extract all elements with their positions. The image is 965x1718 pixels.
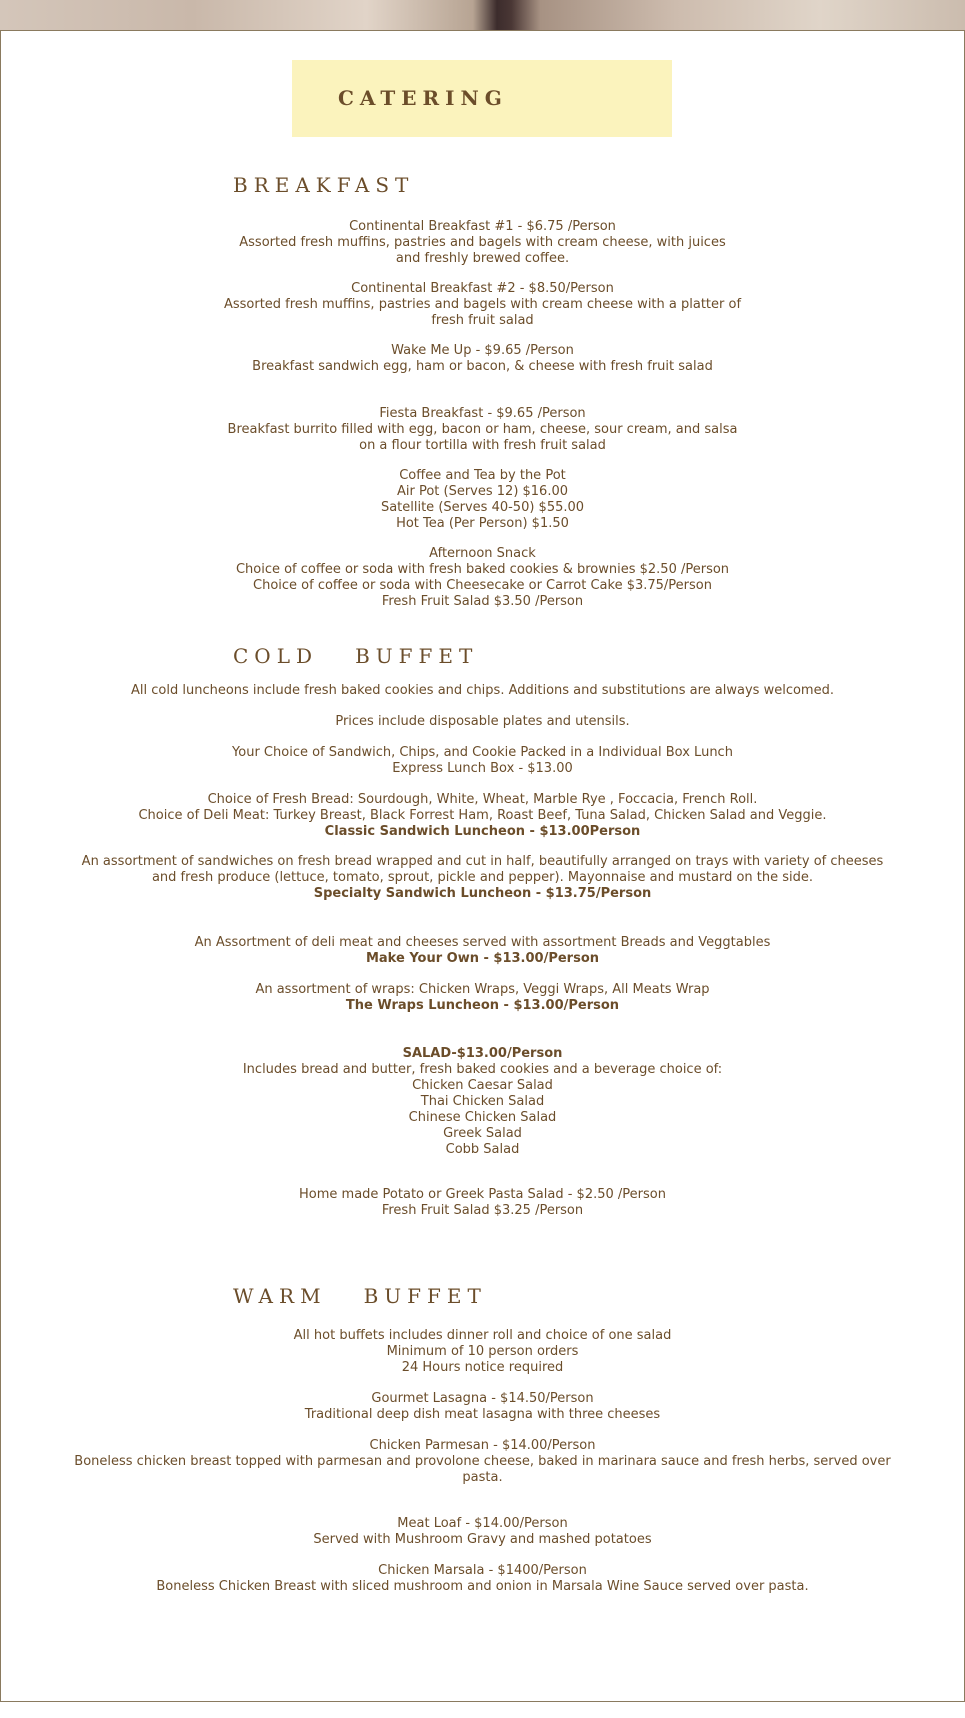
item-title: Continental Breakfast #1 - $6.75 /Person xyxy=(349,219,616,234)
item-description: Breakfast burrito filled with egg, bacon or ham, cheese, sour cream, and salsa xyxy=(227,422,738,437)
item-title: Continental Breakfast #2 - $8.50/Person xyxy=(351,281,614,296)
warm-buffet-heading: WARM BUFFET xyxy=(233,1284,487,1308)
item-title: Fiesta Breakfast - $9.65 /Person xyxy=(379,406,586,421)
menu-item-coffee-tea xyxy=(0,468,965,532)
item-description: Your Choice of Sandwich, Chips, and Cookie Packed in a Individual Box Lunch xyxy=(232,745,733,760)
item-description: Traditional deep dish meat lasagna with three cheeses xyxy=(304,1407,661,1422)
item-description: Chicken Caesar Salad xyxy=(412,1078,553,1093)
warm-buffet-intro xyxy=(0,1328,965,1376)
menu-item-continental-1 xyxy=(0,219,965,267)
item-description: and freshly brewed coffee. xyxy=(395,251,570,266)
menu-item-fiesta-breakfast xyxy=(0,406,965,454)
item-description: Assorted fresh muffins, pastries and bagels with cream cheese with a platter of xyxy=(223,297,742,312)
item-title: Specialty Sandwich Luncheon - $13.75/Person xyxy=(313,886,652,901)
menu-item-salad xyxy=(0,1046,965,1158)
item-title: Express Lunch Box - $13.00 xyxy=(392,761,573,776)
item-description: Boneless Chicken Breast with sliced mushroom and onion in Marsala Wine Sauce served over pasta. xyxy=(156,1579,809,1594)
item-description: Hot Tea (Per Person) $1.50 xyxy=(396,516,569,531)
item-description: Choice of Fresh Bread: Sourdough, White, Wheat, Marble Rye , Foccacia, French Roll. xyxy=(207,792,758,807)
item-title: Meat Loaf - $14.00/Person xyxy=(397,1516,568,1531)
item-description: Assorted fresh muffins, pastries and bagels with cream cheese, with juices xyxy=(239,235,726,250)
menu-item-make-your-own xyxy=(0,935,965,967)
menu-item-meat-loaf xyxy=(0,1516,965,1548)
menu-item-wake-me-up xyxy=(0,343,965,375)
item-title: Make Your Own - $13.00/Person xyxy=(365,951,600,966)
item-title: The Wraps Luncheon - $13.00/Person xyxy=(345,998,620,1013)
item-title: Afternoon Snack xyxy=(429,546,536,561)
item-description: Minimum of 10 person orders xyxy=(386,1344,579,1359)
item-description: Choice of coffee or soda with Cheesecake or Carrot Cake $3.75/Person xyxy=(253,578,712,593)
menu-item-chicken-marsala xyxy=(0,1563,965,1595)
menu-item-chicken-parmesan xyxy=(0,1438,965,1486)
item-description: Boneless chicken breast topped with parmesan and provolone cheese, baked in marinara sauce and fresh herbs, served over xyxy=(74,1454,891,1469)
item-description: An assortment of wraps: Chicken Wraps, Veggi Wraps, All Meats Wrap xyxy=(255,982,710,997)
prices-note: Prices include disposable plates and utensils. xyxy=(335,714,630,729)
item-description: Choice of coffee or soda with fresh baked cookies & brownies $2.50 /Person xyxy=(235,562,730,577)
item-title: Chicken Marsala - $1400/Person xyxy=(378,1563,587,1578)
item-title: Wake Me Up - $9.65 /Person xyxy=(391,343,574,358)
item-description: An Assortment of deli meat and cheeses served with assortment Breads and Veggtables xyxy=(194,935,771,950)
menu-item-lasagna xyxy=(0,1391,965,1423)
hero-image-strip xyxy=(0,0,965,30)
item-description: on a flour tortilla with fresh fruit salad xyxy=(359,438,606,453)
menu-item-wraps xyxy=(0,982,965,1014)
menu-item-continental-2 xyxy=(0,281,965,329)
item-title: Classic Sandwich Luncheon - $13.00Person xyxy=(324,824,641,839)
item-description: Satellite (Serves 40-50) $55.00 xyxy=(380,500,585,515)
item-description: Served with Mushroom Gravy and mashed potatoes xyxy=(313,1532,652,1547)
item-description: Cobb Salad xyxy=(445,1142,520,1157)
cold-buffet-intro: All cold luncheons include fresh baked cookies and chips. Additions and substitutions are always welcomed. xyxy=(131,683,834,698)
item-description: Includes bread and butter, fresh baked cookies and a beverage choice of: xyxy=(242,1062,723,1077)
item-description: Breakfast sandwich egg, ham or bacon, & cheese with fresh fruit salad xyxy=(252,359,713,374)
item-description: Fresh Fruit Salad $3.25 /Person xyxy=(381,1203,584,1218)
item-description: Chinese Chicken Salad xyxy=(408,1110,557,1125)
item-description: 24 Hours notice required xyxy=(401,1360,564,1375)
item-description: Air Pot (Serves 12) $16.00 xyxy=(396,484,569,499)
item-title: Gourmet Lasagna - $14.50/Person xyxy=(371,1391,594,1406)
item-title: Coffee and Tea by the Pot xyxy=(399,468,566,483)
cold-buffet-heading: COLD BUFFET xyxy=(233,644,479,668)
item-description: Fresh Fruit Salad $3.50 /Person xyxy=(381,594,584,609)
item-title: Chicken Parmesan - $14.00/Person xyxy=(369,1438,596,1453)
item-description: pasta. xyxy=(462,1470,503,1485)
item-description: Greek Salad xyxy=(443,1126,522,1141)
item-description: Thai Chicken Salad xyxy=(420,1094,545,1109)
item-description: fresh fruit salad xyxy=(431,313,534,328)
menu-item-specialty-sandwich xyxy=(0,854,965,902)
menu-item-afternoon-snack xyxy=(0,546,965,610)
menu-item-sides xyxy=(0,1187,965,1219)
item-description: Home made Potato or Greek Pasta Salad - $2.50 /Person xyxy=(299,1187,666,1202)
item-description: An assortment of sandwiches on fresh bread wrapped and cut in half, beautifully arranged on trays with variety of cheeses xyxy=(81,854,884,869)
menu-item-classic-sandwich xyxy=(0,792,965,840)
page-title: CATERING xyxy=(338,86,508,110)
menu-item-box-lunch xyxy=(0,745,965,777)
breakfast-heading: BREAKFAST xyxy=(233,173,415,197)
item-description: and fresh produce (lettuce, tomato, sprout, pickle and pepper). Mayonnaise and mustard on the side. xyxy=(151,870,814,885)
item-title: SALAD-$13.00/Person xyxy=(402,1046,563,1061)
item-description: All hot buffets includes dinner roll and choice of one salad xyxy=(293,1328,672,1343)
item-description: Choice of Deli Meat: Turkey Breast, Black Forrest Ham, Roast Beef, Tuna Salad, Chicken Salad and Veggie. xyxy=(138,808,827,823)
